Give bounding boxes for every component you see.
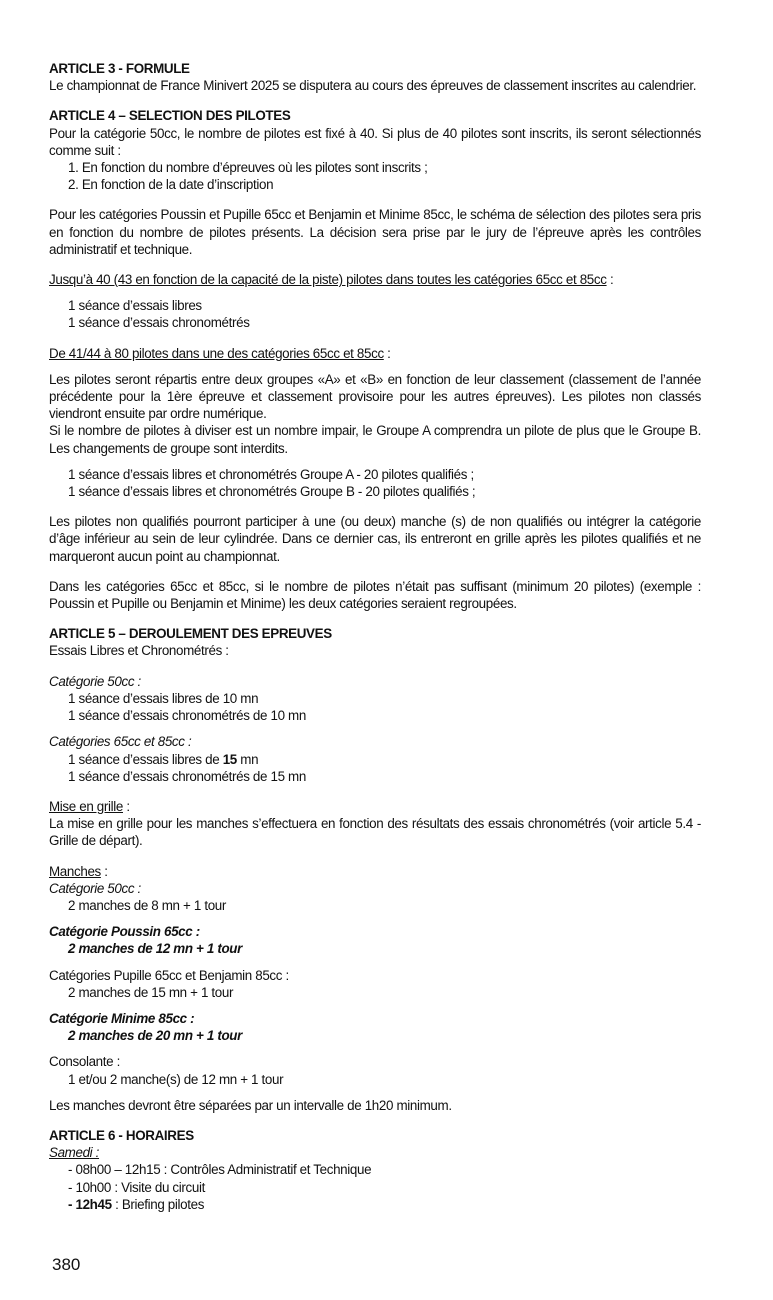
case-2-text: Les pilotes seront répartis entre deux groupes «A» et «B» en fonction de leur classement (classement de l’année précédente pour la 1ère épreuve et classement provisoire pour les autres épreuves). Les pilotes non classés viendront ensuite par ordre numérique.: [49, 371, 701, 422]
document-page: [49, 60, 701, 1213]
category-65-85-label: Catégories 65cc et 85cc :: [49, 734, 192, 750]
race-category-label: Consolante :: [49, 1054, 120, 1070]
race-category-label: Catégorie 50cc :: [49, 880, 141, 896]
merge-categories-text: Dans les catégories 65cc et 85cc, si le nombre de pilotes n’était pas suffisant (minimum 20 pilotes) (exemple : Poussin et Pupille ou Benjamin et Minime) les deux catégories seraient regroupées.: [49, 578, 701, 612]
race-value: 1 et/ou 2 manche(s) de 12 mn + 1 tour: [68, 1071, 284, 1087]
case-1-item: 1 séance d’essais chronométrés: [68, 315, 250, 331]
session-item: 1 séance d’essais libres de 15 mn: [68, 751, 259, 767]
schedule-item: - 10h00 : Visite du circuit: [68, 1179, 205, 1195]
article-5-title: ARTICLE 5 – DEROULEMENT DES EPREUVES: [49, 626, 332, 642]
criteria-item: 2. En fonction de la date d’inscription: [68, 177, 274, 193]
session-item: 1 séance d’essais libres de 10 mn: [68, 690, 259, 706]
race-category-label: Catégorie Minime 85cc :: [49, 1010, 195, 1026]
race-category-label: Catégorie Poussin 65cc :: [49, 924, 200, 940]
interval-text: Les manches devront être séparées par un intervalle de 1h20 minimum.: [49, 1097, 452, 1113]
page-number: 380: [52, 1255, 81, 1274]
case-2-text-2: Si le nombre de pilotes à diviser est un nombre impair, le Groupe A comprendra un pilote de plus que le Groupe B. Les changements de groupe sont interdits.: [49, 423, 701, 456]
article-4-selection-text: Pour les catégories Poussin et Pupille 65cc et Benjamin et Minime 85cc, le schéma de sélection des pilotes sera pris en fonction du nombre de pilotes présents. La décision sera prise par le jury de l’épreuve après les contrôles administratif et technique.: [49, 207, 701, 257]
article-3-title: ARTICLE 3 - FORMULE: [49, 61, 190, 76]
article-3-text: Le championnat de France Minivert 2025 se disputera au cours des épreuves de classement inscrites au calendrier.: [49, 78, 697, 94]
article-4-intro: Pour la catégorie 50cc, le nombre de pilotes est fixé à 40. Si plus de 40 pilotes sont inscrits, ils seront sélectionnés comme suit :: [49, 125, 701, 158]
case-2-item: 1 séance d’essais libres et chronométrés Groupe A - 20 pilotes qualifiés ;: [68, 466, 474, 482]
article-4-title: ARTICLE 4 – SELECTION DES PILOTES: [49, 108, 291, 124]
article-6-title: ARTICLE 6 - HORAIRES: [49, 1127, 194, 1143]
race-category-label: Catégories Pupille 65cc et Benjamin 85cc :: [49, 967, 289, 983]
article-5-subtitle: Essais Libres et Chronométrés :: [49, 643, 229, 659]
session-item: 1 séance d’essais chronométrés de 15 mn: [68, 768, 306, 784]
race-value: 2 manches de 8 mn + 1 tour: [68, 897, 227, 913]
schedule-item: - 08h00 – 12h15 : Contrôles Administratif et Technique: [68, 1162, 372, 1178]
non-qualified-text: Les pilotes non qualifiés pourront participer à une (ou deux) manche (s) de non qualifiés ou intégrer la catégorie d’âge inférieur au sein de leur cylindrée. Dans ce dernier cas, ils entreront en grille après les pilotes qualifiés et ne marqueront aucun point au championnat.: [49, 514, 701, 564]
case-2-heading: De 41/44 à 80 pilotes dans une des catégories 65cc et 85cc :: [49, 345, 391, 361]
case-2-item: 1 séance d’essais libres et chronométrés Groupe B - 20 pilotes qualifiés ;: [68, 484, 476, 500]
schedule-item: - 12h45 : Briefing pilotes: [68, 1196, 205, 1212]
session-item: 1 séance d’essais chronométrés de 10 mn: [68, 708, 306, 724]
case-1-heading: Jusqu’à 40 (43 en fonction de la capacité de la piste) pilotes dans toutes les catégories 65cc et 85cc :: [49, 272, 614, 288]
race-value: 2 manches de 12 mn + 1 tour: [68, 941, 242, 957]
case-1-item: 1 séance d’essais libres: [68, 298, 202, 314]
grid-text: La mise en grille pour les manches s’effectuera en fonction des résultats des essais chronométrés (voir article 5.4 - Grille de départ).: [49, 816, 701, 849]
schedule-day: Samedi :: [49, 1145, 100, 1161]
races-heading: Manches :: [49, 863, 108, 879]
race-value: 2 manches de 15 mn + 1 tour: [68, 984, 234, 1000]
criteria-item: 1. En fonction du nombre d’épreuves où les pilotes sont inscrits ;: [68, 160, 428, 176]
grid-heading: Mise en grille :: [49, 798, 130, 814]
category-50cc-label: Catégorie 50cc :: [49, 673, 141, 689]
race-value: 2 manches de 20 mn + 1 tour: [68, 1028, 242, 1044]
